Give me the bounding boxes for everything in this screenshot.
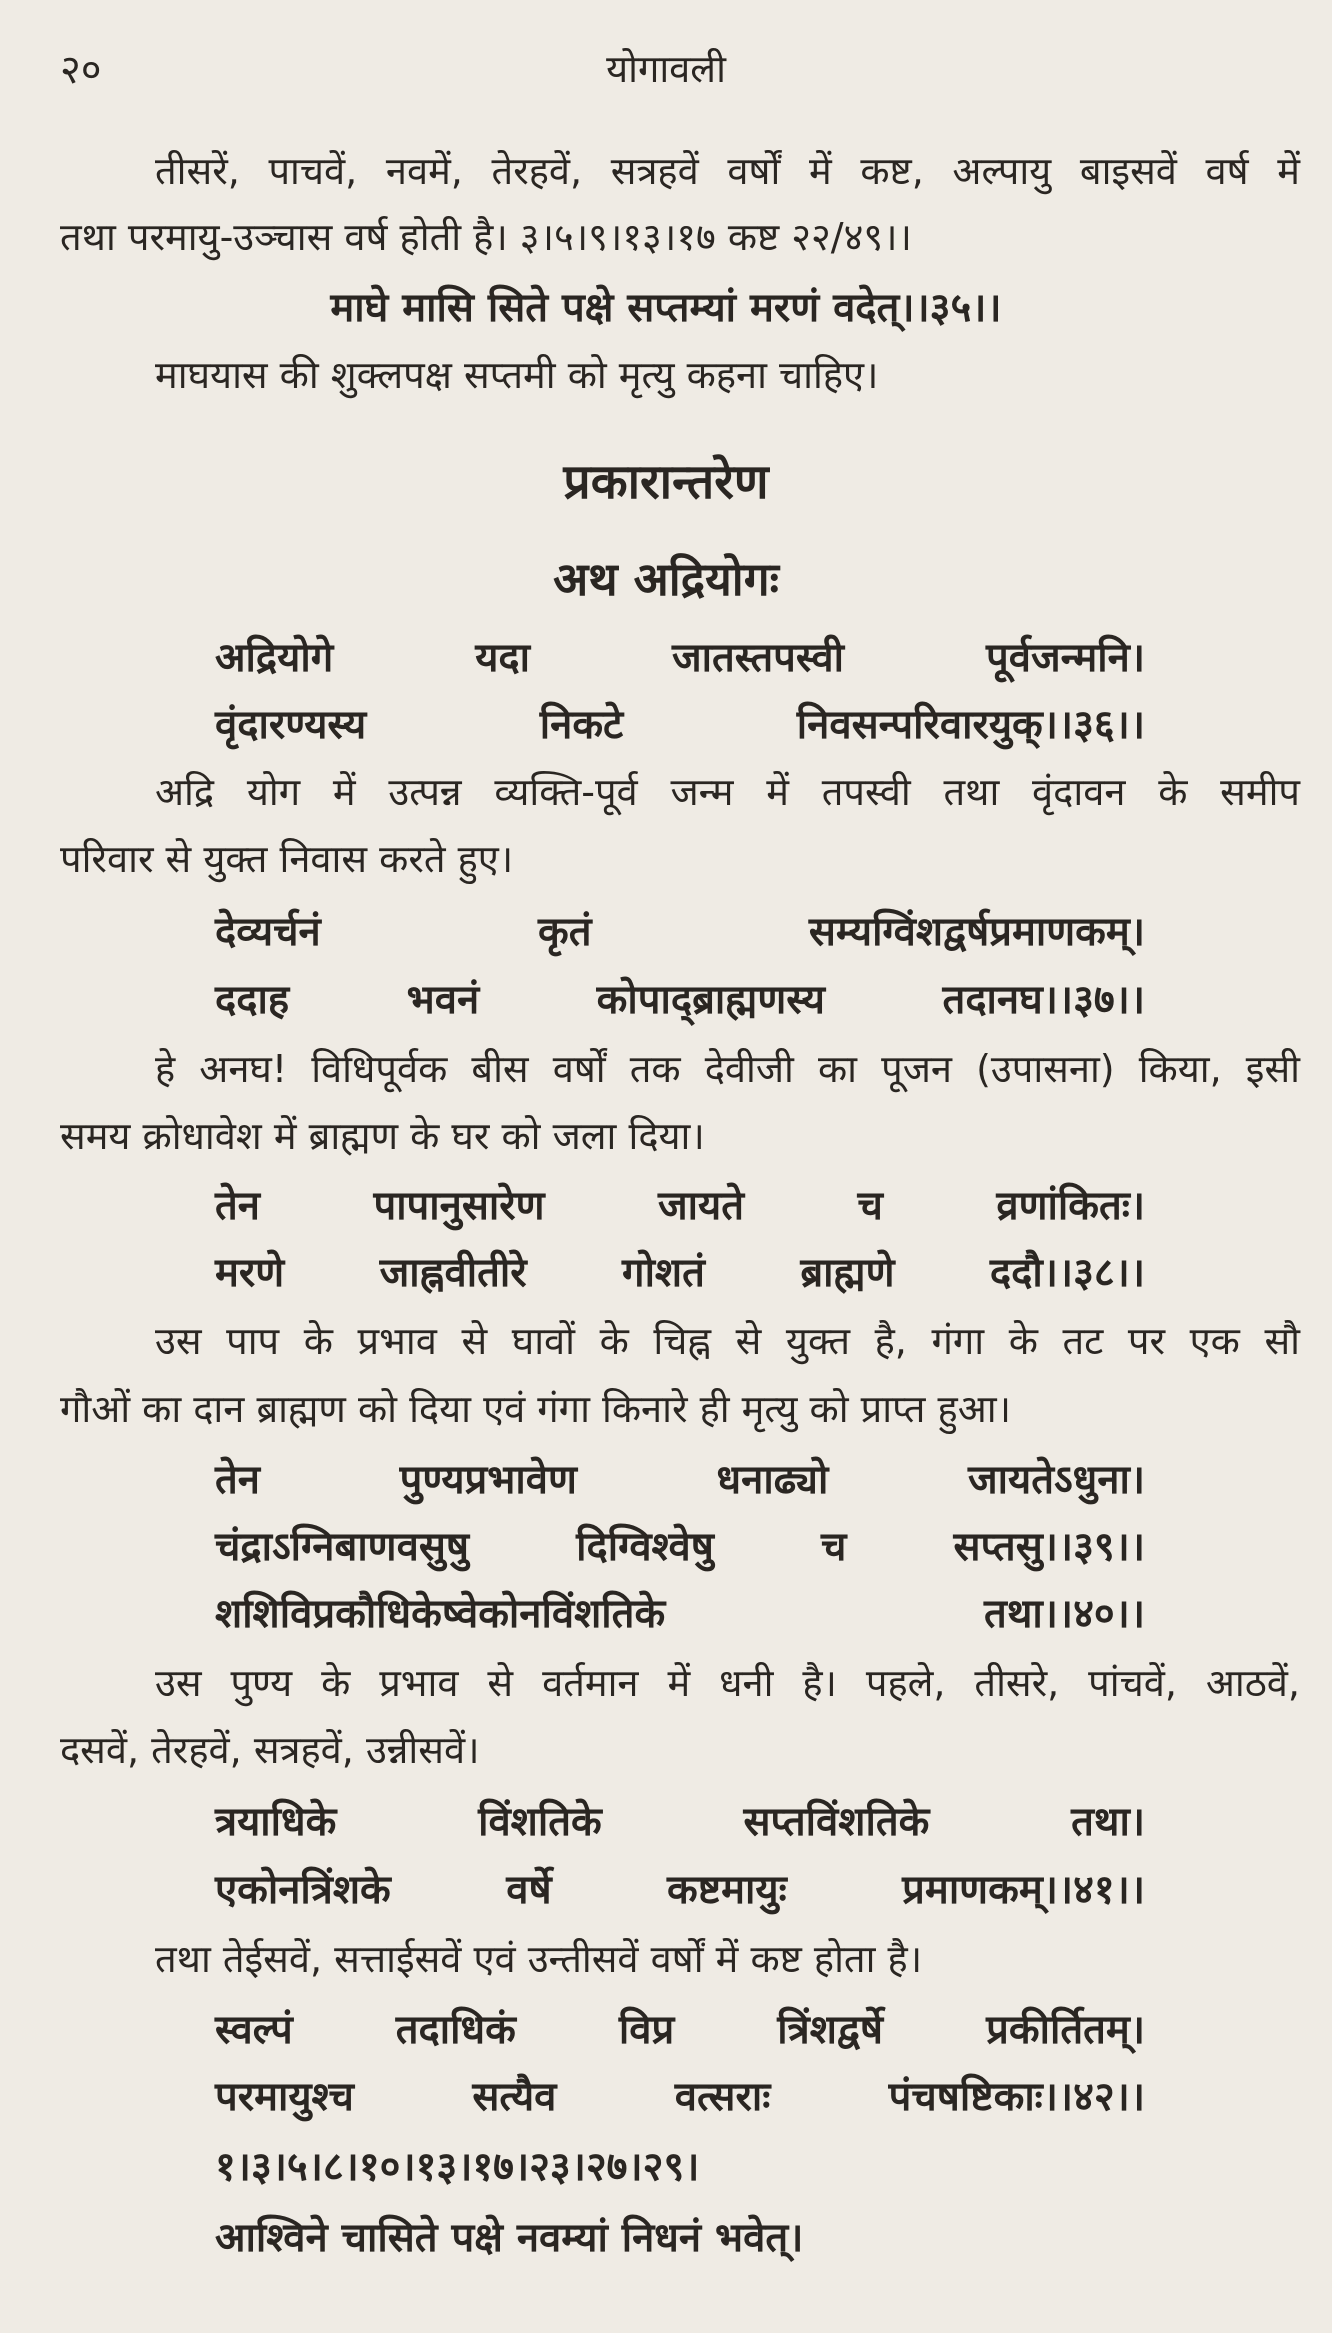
prose-line: तथा तेईसवें, सत्ताईसवें एवं उन्तीसवें वर्षों में कष्ट होता है। [155,1937,923,1981]
verse-line: स्वल्पं तदाधिकं विप्र त्रिंशद्वर्षे प्रकीर्तितम्। [215,2007,1145,2053]
verse-line: चंद्राऽग्निबाणवसुषु दिग्विश्वेषु च सप्तसु।।३९।। [215,1524,1145,1570]
verse-line: शशिविप्रकौधिकेष्वेकोनविंशतिके तथा।।४०।। [215,1591,1145,1637]
verse-line: तेन पापानुसारेण जायते च व्रणांकितः। [215,1183,1145,1229]
prose-line: दसवें, तेरहवें, सत्रहवें, उन्नीसवें। [60,1728,480,1772]
prose-line: तथा परमायु-उञ्चास वर्ष होती है। ३।५।९।१३।१७ कष्ट २२/४९।। [60,215,912,259]
running-header-title: योगावली [606,47,726,91]
prose-line: अद्रि योग में उत्पन्न व्यक्ति-पूर्व जन्म में तपस्वी तथा वृंदावन के समीप [155,770,1300,814]
prose-line: समय क्रोधावेश में ब्राह्मण के घर को जला दिया। [60,1114,705,1158]
verse-line: ददाह भवनं कोपाद्ब्राह्मणस्य तदानघ।।३७।। [215,977,1145,1023]
verse-line: मरणे जाह्नवीतीरे गोशतं ब्राह्मणे ददौ।।३८।। [215,1250,1145,1296]
verse-line: एकोनत्रिंशके वर्षे कष्टमायुः प्रमाणकम्।।४१।। [215,1867,1145,1913]
prose-line: गौओं का दान ब्राह्मण को दिया एवं गंगा किनारे ही मृत्यु को प्राप्त हुआ। [60,1387,1011,1431]
verse-line: आश्विने चासिते पक्षे नवम्यां निधनं भवेत्। [215,2215,804,2261]
prose-line: माघयास की शुक्लपक्ष सप्तमी को मृत्यु कहना चाहिए। [155,353,879,397]
verse-line: वृंदारण्यस्य निकटे निवसन्परिवारयुक्।।३६।। [215,702,1145,748]
prose-line: उस पाप के प्रभाव से घावों के चिह्न से युक्त है, गंगा के तट पर एक सौ [155,1319,1300,1363]
page-number: २० [60,47,102,93]
number-sequence-line: १।३।५।८।१०।१३।१७।२३।२७।२९। [215,2144,700,2190]
verse-line: त्रयाधिके विंशतिके सप्तविंशतिके तथा। [215,1799,1145,1845]
section-subheading: अथ अद्रियोगः [553,552,779,606]
prose-line: हे अनघ! विधिपूर्वक बीस वर्षों तक देवीजी का पूजन (उपासना) किया, इसी [155,1047,1300,1091]
section-heading: प्रकारान्तरेण [563,454,769,510]
verse-line: माघे मासि सिते पक्षे सप्तम्यां मरणं वदेत्।।३५।। [330,285,1002,331]
verse-line: देव्यर्चनं कृतं सम्यग्विंशद्वर्षप्रमाणकम्। [215,909,1145,955]
prose-line: उस पुण्य के प्रभाव से वर्तमान में धनी है। पहले, तीसरे, पांचवें, आठवें, [155,1661,1300,1705]
verse-line: परमायुश्च सत्यैव वत्सराः पंचषष्टिकाः।।४२।। [215,2074,1145,2120]
verse-line: तेन पुण्यप्रभावेण धनाढ्यो जायतेऽधुना। [215,1457,1145,1503]
verse-line: अद्रियोगे यदा जातस्तपस्वी पूर्वजन्मनि। [215,635,1145,681]
prose-line: परिवार से युक्त निवास करते हुए। [60,837,514,881]
prose-line: तीसरें, पाचवें, नवमें, तेरहवें, सत्रहवें वर्षों में कष्ट, अल्पायु बाइसवें वर्ष में [155,149,1300,193]
